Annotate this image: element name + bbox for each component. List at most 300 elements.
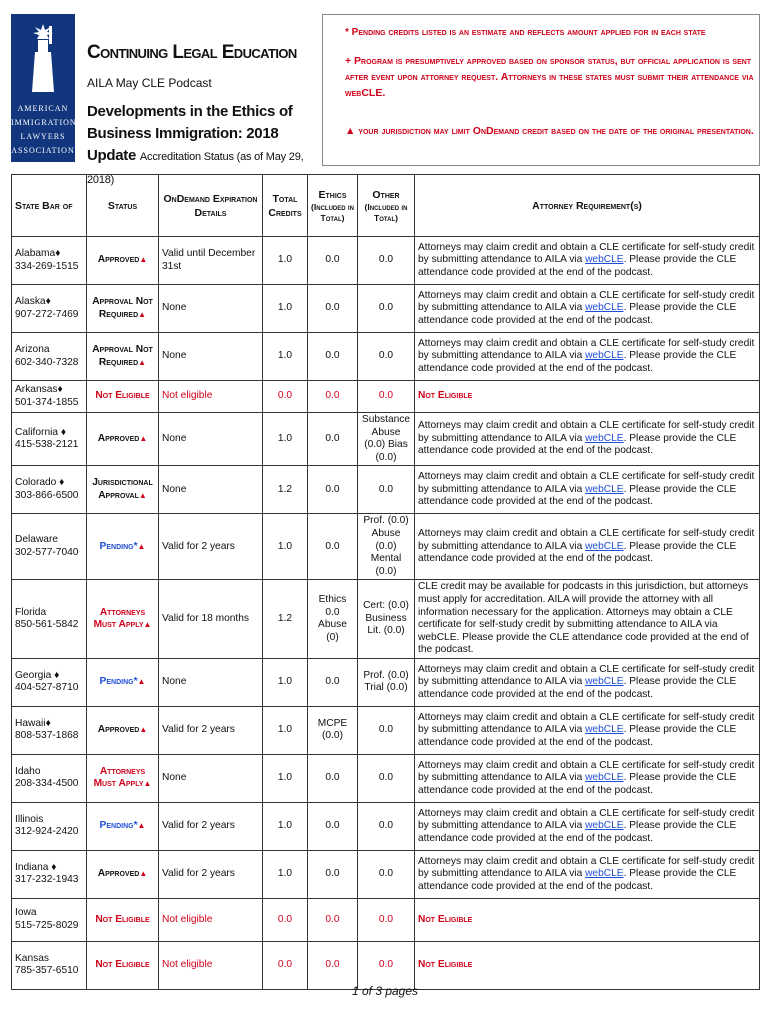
cell-expiration — [159, 850, 263, 898]
webcle-link[interactable]: webCLE — [585, 868, 624, 880]
cell-ethics — [308, 237, 358, 285]
logo-line-2: IMMIGRATION — [11, 118, 77, 127]
cell-expiration — [159, 706, 263, 754]
cell-other — [358, 333, 415, 381]
ethics-credits: 0.0 — [325, 868, 340, 880]
cell-requirement — [415, 285, 760, 333]
expiration-text: Valid for 2 years — [162, 820, 235, 832]
requirement-prefix: Attorneys may claim credit and obtain a CLE certificate for self-study credit by submitting attendance to AILA via — [418, 711, 755, 736]
jurisdiction-triangle-icon: ▲ — [139, 869, 148, 879]
jurisdiction-triangle-icon: ▲ — [137, 541, 146, 551]
table-row — [12, 898, 760, 941]
other-credits: 0.0 — [378, 483, 394, 495]
other-credits: 0.0 — [378, 820, 394, 832]
table-row — [12, 237, 760, 285]
total-credits: 0.0 — [277, 959, 293, 971]
webcle-link[interactable]: webCLE — [585, 724, 624, 736]
requirement-prefix: Attorneys may claim credit and obtain a CLE certificate for self-study credit by submitting attendance to AILA via — [418, 663, 755, 688]
cell-ethics — [308, 754, 358, 802]
cell-ethics — [308, 333, 358, 381]
requirement-suffix: . Please provide the CLE attendance code provided at the end of the podcast. — [418, 254, 737, 278]
cell-other — [358, 285, 415, 333]
requirement-prefix: Attorneys may claim credit and obtain a CLE certificate for self-study credit by submitting attendance to AILA via — [418, 241, 755, 266]
cell-status — [87, 285, 159, 333]
cell-total — [263, 333, 308, 381]
table-row — [12, 706, 760, 754]
cell-status — [87, 706, 159, 754]
cell-status — [87, 237, 159, 285]
webcle-link[interactable]: webCLE — [585, 432, 624, 444]
other-credits: 0.0 — [378, 302, 394, 314]
table-header-row — [12, 175, 760, 237]
expiration-text: None — [162, 676, 187, 688]
expiration-text: None — [162, 483, 187, 495]
cell-other — [358, 466, 415, 514]
jurisdiction-triangle-icon: ▲ — [143, 779, 152, 789]
course-title-text: Developments in the Ethics of Business Immigration: 2018 Update — [87, 103, 293, 164]
requirement-prefix: Attorneys may claim credit and obtain a CLE certificate for self-study credit by submitting attendance to AILA via — [418, 527, 755, 552]
other-credits: 0.0 — [378, 254, 394, 266]
cell-status — [87, 898, 159, 941]
cell-expiration — [159, 237, 263, 285]
state-name: Idaho — [15, 765, 41, 777]
cell-requirement — [415, 514, 760, 580]
state-name: Illinois — [15, 813, 44, 825]
status-badge: Jurisdictional Approval — [92, 477, 153, 501]
ethics-credits: 0.0 — [325, 432, 340, 444]
status-badge: Not Eligible — [95, 390, 150, 402]
cell-other — [358, 237, 415, 285]
requirement-suffix: . Please provide the CLE attendance code provided at the end of the podcast. — [418, 483, 737, 508]
total-credits: 1.0 — [277, 868, 293, 880]
page-number: 1 of 3 pages — [351, 984, 419, 998]
cell-other — [358, 898, 415, 941]
state-name: Alaska♦ — [15, 295, 51, 307]
cell-expiration — [159, 658, 263, 706]
cell-ethics — [308, 898, 358, 941]
cell-state — [12, 333, 87, 381]
expiration-text: Valid for 2 years — [162, 540, 235, 552]
jurisdiction-triangle-icon: ▲ — [138, 490, 147, 500]
state-name: Colorado ♦ — [15, 477, 65, 489]
webcle-link[interactable]: webCLE — [585, 540, 624, 552]
cell-requirement — [415, 706, 760, 754]
aila-logo — [11, 14, 75, 162]
cell-other — [358, 514, 415, 580]
state-phone: 415-538-2121 — [15, 439, 79, 451]
cell-other — [358, 381, 415, 413]
total-credits: 1.0 — [277, 676, 293, 688]
cell-expiration — [159, 754, 263, 802]
other-credits: 0.0 — [378, 350, 394, 362]
page-title: Continuing Legal Education — [87, 42, 297, 63]
note-pending: * Pending credits listed is an estimate and reflects amount applied for in each state — [345, 27, 706, 38]
total-credits: 0.0 — [277, 913, 293, 925]
requirement-suffix: . Please provide the CLE attendance code provided at the end of the podcast. — [418, 302, 737, 326]
jurisdiction-triangle-icon: ▲ — [143, 620, 152, 630]
cell-other — [358, 941, 415, 989]
webcle-link[interactable]: webCLE — [585, 820, 624, 832]
status-badge: Approved — [97, 254, 140, 266]
state-name: Iowa — [15, 907, 37, 919]
state-phone: 907-272-7469 — [15, 308, 79, 320]
cell-requirement — [415, 466, 760, 514]
header-other — [358, 175, 415, 237]
state-phone: 808-537-1868 — [15, 730, 79, 742]
requirement-suffix: . Please provide the CLE attendance code provided at the end of the podcast. — [418, 676, 737, 700]
ethics-credits: 0.0 — [325, 676, 340, 688]
requirement-suffix: . Please provide the CLE attendance code provided at the end of the podcast. — [418, 820, 737, 844]
ethics-credits: 0.0 — [325, 350, 340, 362]
state-name: Florida — [15, 606, 47, 618]
cell-state — [12, 706, 87, 754]
other-credits: 0.0 — [378, 913, 394, 925]
expiration-text: None — [162, 302, 187, 314]
cell-requirement — [415, 237, 760, 285]
total-credits: 1.0 — [277, 302, 293, 314]
cell-expiration — [159, 941, 263, 989]
state-phone: 850-561-5842 — [15, 619, 79, 631]
cell-status — [87, 381, 159, 413]
cell-total — [263, 580, 308, 659]
jurisdiction-triangle-icon: ▲ — [139, 255, 148, 265]
cell-total — [263, 466, 308, 514]
cell-total — [263, 898, 308, 941]
cell-expiration — [159, 802, 263, 850]
expiration-text: Not eligible — [162, 959, 213, 971]
state-phone: 334-269-1515 — [15, 260, 79, 272]
other-credits: Substance Abuse (0.0) Bias (0.0) — [361, 414, 411, 463]
requirement-suffix: . Please provide the CLE attendance code provided at the end of the podcast. — [418, 868, 737, 892]
table-row — [12, 333, 760, 381]
total-credits: 1.0 — [277, 432, 293, 444]
webcle-link[interactable]: webCLE — [585, 676, 624, 688]
cell-ethics — [308, 413, 358, 466]
webcle-link[interactable]: webCLE — [585, 254, 624, 266]
state-phone: 312-924-2420 — [15, 826, 79, 838]
total-credits: 1.0 — [277, 540, 293, 552]
expiration-text: None — [162, 772, 187, 784]
expiration-text: None — [162, 350, 187, 362]
status-badge: Not Eligible — [95, 959, 150, 971]
note-jurisdiction: ▲ your jurisdiction may limit OnDemand credit based on the date of the original presentation. — [345, 125, 754, 137]
jurisdiction-triangle-icon: ▲ — [138, 309, 147, 319]
other-credits: Prof. (0.0) Trial (0.0) — [363, 669, 409, 694]
cell-requirement — [415, 754, 760, 802]
statue-of-liberty-icon — [23, 22, 63, 94]
status-badge: Approval Not Required — [92, 295, 153, 320]
cell-state — [12, 381, 87, 413]
table-row — [12, 466, 760, 514]
cell-status — [87, 754, 159, 802]
cell-other — [358, 706, 415, 754]
cell-status — [87, 580, 159, 659]
cell-ethics — [308, 381, 358, 413]
cell-total — [263, 706, 308, 754]
cell-expiration — [159, 580, 263, 659]
header-ondemand: OnDemand Expiration Details — [159, 175, 263, 237]
cell-requirement — [415, 381, 760, 413]
status-badge: Pending* — [99, 820, 138, 832]
cell-total — [263, 754, 308, 802]
requirement-text: CLE credit may be available for podcasts in this jurisdiction, but attorneys must apply for accreditation. AILA will provide the attorney with all information necessary for the application. Attorneys may obtain a CLE certificate for self-study credit by submitting attendance to AILA via webCLE. Please provide the CLE attendance code provided at the end of the podcast. — [418, 581, 749, 656]
state-phone: 501-374-1855 — [15, 396, 79, 408]
state-name: Delaware — [15, 534, 59, 546]
page-subtitle: AILA May CLE Podcast — [87, 76, 212, 90]
cell-other — [358, 802, 415, 850]
cell-state — [12, 941, 87, 989]
credits-table — [11, 174, 760, 990]
expiration-text: Valid until December 31st — [162, 247, 256, 272]
cell-other — [358, 580, 415, 659]
status-badge: Attorneys Must Apply — [93, 606, 146, 631]
state-name: Arizona — [15, 343, 50, 355]
expiration-text: Valid for 18 months — [162, 612, 250, 624]
table-row — [12, 754, 760, 802]
accreditation-status: Accreditation Status (as of May 29, 2018) — [87, 151, 304, 186]
cell-other — [358, 413, 415, 466]
table-body — [12, 237, 760, 990]
logo-line-3: LAWYERS — [20, 132, 66, 141]
cell-requirement — [415, 658, 760, 706]
status-badge: Approval Not Required — [92, 343, 153, 368]
ethics-credits: MCPE (0.0) — [317, 717, 348, 742]
cell-state — [12, 658, 87, 706]
state-phone: 785-357-6510 — [15, 965, 79, 977]
total-credits: 0.0 — [277, 390, 293, 402]
cell-state — [12, 754, 87, 802]
header-other-sub: (Included in Total) — [364, 201, 408, 223]
cell-other — [358, 850, 415, 898]
cell-state — [12, 898, 87, 941]
cell-requirement — [415, 898, 760, 941]
state-phone: 303-866-6500 — [15, 489, 79, 501]
cell-requirement — [415, 413, 760, 466]
total-credits: 1.0 — [277, 820, 293, 832]
cell-expiration — [159, 413, 263, 466]
state-name: Alabama♦ — [15, 247, 61, 259]
requirement-prefix: Attorneys may claim credit and obtain a CLE certificate for self-study credit by submitting attendance to AILA via — [418, 855, 755, 880]
jurisdiction-triangle-icon: ▲ — [137, 677, 146, 687]
table-row — [12, 802, 760, 850]
status-badge: Pending* — [99, 540, 138, 552]
header-ethics — [308, 175, 358, 237]
cell-status — [87, 514, 159, 580]
cell-expiration — [159, 333, 263, 381]
other-credits: 0.0 — [378, 390, 394, 402]
requirement-suffix: . Please provide the CLE attendance code provided at the end of the podcast. — [418, 772, 737, 796]
cell-state — [12, 580, 87, 659]
webcle-link[interactable]: webCLE — [585, 302, 624, 314]
state-name: California ♦ — [15, 426, 67, 438]
header-ethics-label: Ethics — [318, 188, 347, 201]
cell-expiration — [159, 898, 263, 941]
cell-expiration — [159, 514, 263, 580]
other-credits: 0.0 — [378, 772, 394, 784]
webcle-link[interactable]: webCLE — [585, 772, 624, 784]
document-header — [11, 14, 760, 186]
cell-state — [12, 413, 87, 466]
cell-state — [12, 802, 87, 850]
other-credits: Cert: (0.0) Business Lit. (0.0) — [363, 600, 409, 637]
cell-expiration — [159, 466, 263, 514]
ethics-credits: Ethics 0.0 Abuse (0) — [318, 593, 347, 643]
jurisdiction-triangle-icon: ▲ — [139, 433, 148, 443]
other-credits: Prof. (0.0) Abuse (0.0) Mental (0.0) — [363, 515, 409, 577]
state-name: Kansas — [15, 952, 49, 964]
requirement-suffix: . Please provide the CLE attendance code provided at the end of the podcast. — [418, 432, 737, 457]
state-name: Indiana ♦ — [15, 861, 57, 873]
cell-total — [263, 285, 308, 333]
ethics-credits: 0.0 — [325, 540, 340, 552]
status-badge: Not Eligible — [95, 913, 150, 925]
expiration-text: Valid for 2 years — [162, 724, 235, 736]
cell-state — [12, 285, 87, 333]
cell-status — [87, 333, 159, 381]
webcle-link[interactable]: webCLE — [585, 483, 624, 495]
total-credits: 1.0 — [277, 724, 293, 736]
other-credits: 0.0 — [378, 868, 394, 880]
status-badge: Pending* — [99, 676, 138, 688]
requirement-suffix: . Please provide the CLE attendance code provided at the end of the podcast. — [418, 724, 737, 748]
cell-ethics — [308, 466, 358, 514]
cell-ethics — [308, 285, 358, 333]
table-row — [12, 850, 760, 898]
cell-requirement — [415, 333, 760, 381]
state-phone: 515-725-8029 — [15, 919, 79, 931]
cell-other — [358, 658, 415, 706]
cell-total — [263, 850, 308, 898]
cell-expiration — [159, 285, 263, 333]
cell-total — [263, 413, 308, 466]
state-phone: 317-232-1943 — [15, 874, 79, 886]
cell-status — [87, 941, 159, 989]
header-ethics-sub: (Included in Total) — [311, 201, 354, 223]
table-row — [12, 381, 760, 413]
ethics-credits: 0.0 — [325, 820, 340, 832]
jurisdiction-triangle-icon: ▲ — [139, 725, 148, 735]
cell-total — [263, 514, 308, 580]
cell-ethics — [308, 514, 358, 580]
total-credits: 1.0 — [277, 772, 293, 784]
state-phone: 208-334-4500 — [15, 778, 79, 790]
cell-status — [87, 413, 159, 466]
cell-status — [87, 466, 159, 514]
title-block — [87, 42, 327, 191]
header-state: State Bar of — [12, 175, 87, 237]
webcle-link[interactable]: webCLE — [585, 350, 624, 362]
cell-requirement — [415, 941, 760, 989]
header-other-label: Other — [372, 188, 400, 201]
requirement-prefix: Attorneys may claim credit and obtain a CLE certificate for self-study credit by submitting attendance to AILA via — [418, 470, 755, 495]
table-row — [12, 941, 760, 989]
cell-requirement — [415, 850, 760, 898]
cell-total — [263, 658, 308, 706]
jurisdiction-triangle-icon: ▲ — [138, 357, 147, 367]
requirement-text: Not Eligible — [418, 390, 473, 402]
other-credits: 0.0 — [378, 959, 394, 971]
table-row — [12, 658, 760, 706]
header-status: Status — [87, 175, 159, 237]
header-total: Total Credits — [263, 175, 308, 237]
table-row — [12, 285, 760, 333]
cell-total — [263, 802, 308, 850]
cell-total — [263, 941, 308, 989]
cell-ethics — [308, 941, 358, 989]
ethics-credits: 0.0 — [325, 772, 340, 784]
cell-expiration — [159, 381, 263, 413]
state-name: Hawaii♦ — [15, 717, 51, 729]
jurisdiction-triangle-icon: ▲ — [137, 821, 146, 831]
requirement-prefix: Attorneys may claim credit and obtain a CLE certificate for self-study credit by submitting attendance to AILA via — [418, 420, 755, 444]
ethics-credits: 0.0 — [325, 913, 340, 925]
expiration-text: Not eligible — [162, 913, 213, 925]
ethics-credits: 0.0 — [325, 254, 340, 266]
cell-other — [358, 754, 415, 802]
cell-requirement — [415, 802, 760, 850]
table-row — [12, 413, 760, 466]
ethics-credits: 0.0 — [325, 959, 340, 971]
requirement-prefix: Attorneys may claim credit and obtain a CLE certificate for self-study credit by submitting attendance to AILA via — [418, 807, 755, 832]
logo-line-4: ASSOCIATION — [11, 146, 75, 155]
cell-total — [263, 237, 308, 285]
cell-ethics — [308, 658, 358, 706]
total-credits: 1.2 — [277, 483, 293, 495]
note-presumptive: + Program is presumptively approved based on sponsor status, but official application is sent after event upon attorney request. Attorneys in these states must submit their attendance via webCLE. — [345, 55, 754, 99]
notes-box — [322, 14, 760, 166]
requirement-prefix: Attorneys may claim credit and obtain a CLE certificate for self-study credit by submitting attendance to AILA via — [418, 337, 755, 362]
table-row — [12, 580, 760, 659]
requirement-text: Not Eligible — [418, 959, 473, 971]
status-badge: Approved — [97, 868, 140, 880]
cell-ethics — [308, 580, 358, 659]
state-phone: 602-340-7328 — [15, 356, 79, 368]
status-badge: Approved — [97, 432, 140, 444]
other-credits: 0.0 — [378, 724, 394, 736]
cell-total — [263, 381, 308, 413]
status-badge: Attorneys Must Apply — [93, 765, 146, 790]
header-requirement: Attorney Requirement(s) — [415, 175, 760, 237]
state-name: Georgia ♦ — [15, 669, 60, 681]
ethics-credits: 0.0 — [325, 390, 340, 402]
ethics-credits: 0.0 — [325, 302, 340, 314]
total-credits: 1.0 — [277, 254, 293, 266]
cell-status — [87, 658, 159, 706]
total-credits: 1.0 — [277, 350, 293, 362]
state-name: Arkansas♦ — [15, 383, 63, 395]
cell-state — [12, 466, 87, 514]
cell-ethics — [308, 706, 358, 754]
cell-ethics — [308, 802, 358, 850]
requirement-suffix: . Please provide the CLE attendance code provided at the end of the podcast. — [418, 350, 737, 374]
cell-state — [12, 237, 87, 285]
cell-status — [87, 850, 159, 898]
expiration-text: Not eligible — [162, 390, 213, 402]
expiration-text: None — [162, 432, 187, 444]
requirement-text: Not Eligible — [418, 913, 473, 925]
requirement-prefix: Attorneys may claim credit and obtain a CLE certificate for self-study credit by submitting attendance to AILA via — [418, 759, 755, 784]
requirement-prefix: Attorneys may claim credit and obtain a CLE certificate for self-study credit by submitting attendance to AILA via — [418, 289, 755, 314]
status-badge: Approved — [97, 724, 140, 736]
cell-state — [12, 514, 87, 580]
total-credits: 1.2 — [277, 612, 293, 624]
cell-requirement — [415, 580, 760, 659]
logo-line-1: AMERICAN — [17, 104, 69, 113]
expiration-text: Valid for 2 years — [162, 868, 235, 880]
cell-state — [12, 850, 87, 898]
requirement-suffix: . Please provide the CLE attendance code provided at the end of the podcast. — [418, 540, 737, 565]
cell-ethics — [308, 850, 358, 898]
